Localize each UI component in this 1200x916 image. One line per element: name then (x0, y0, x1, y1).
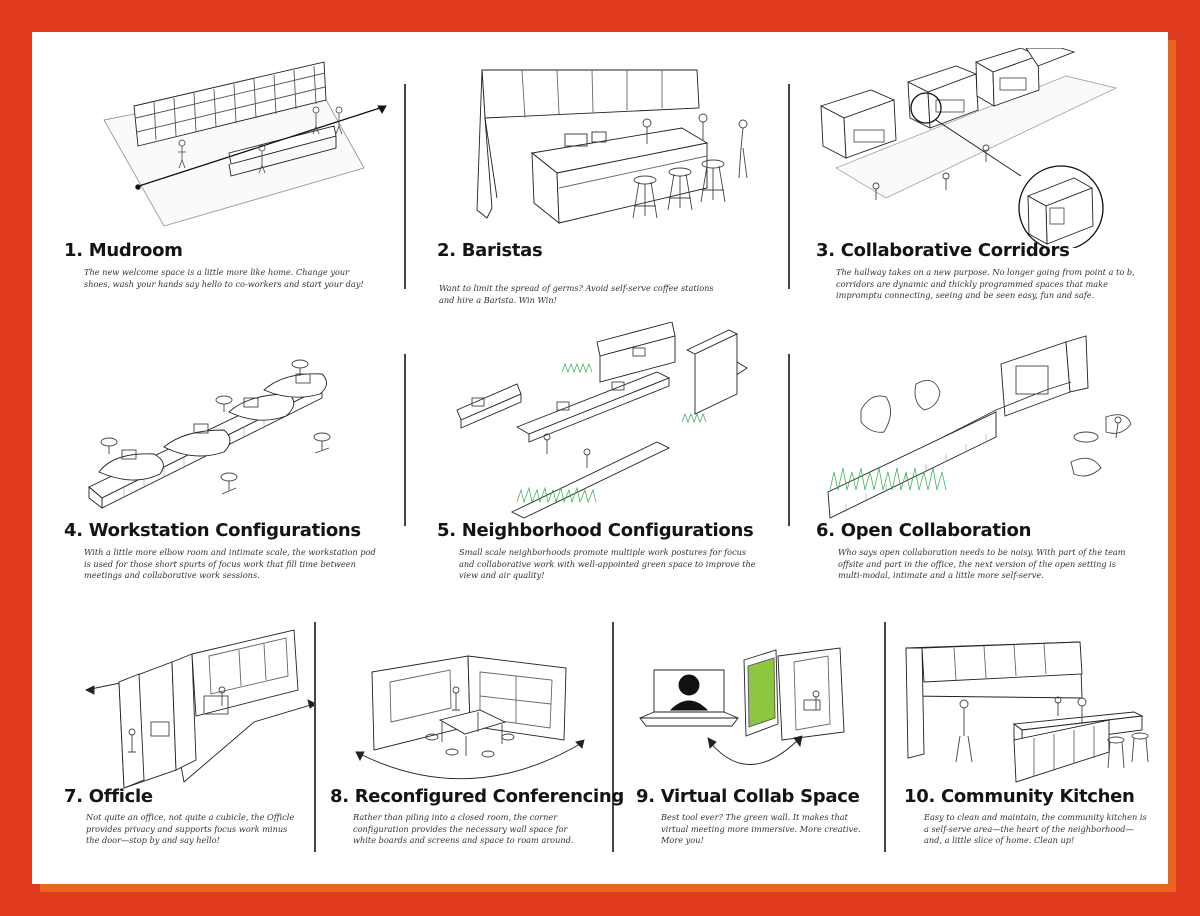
officle-illustration (64, 612, 314, 792)
item-title: 5. Neighborhood Configurations (437, 520, 754, 541)
item-description: Who says open collaboration needs to be noisy. With part of the team offsite and part in the office, the next version of the open setting is multi-modal, intimate and a little more self-serve. (838, 547, 1126, 581)
item-title: 2. Baristas (437, 240, 543, 261)
item-collaborative-corridors (816, 48, 1156, 318)
divider (314, 622, 316, 852)
item-officle (64, 612, 314, 877)
virtual-collab-space-illustration (636, 612, 881, 792)
item-title: 7. Officle (64, 786, 153, 807)
item-description: Not quite an office, not quite a cubicle, the Officle provides privacy and supports focus work minus the door—stop by and say hello! (86, 812, 295, 846)
item-description: Easy to clean and maintain, the community kitchen is a self-serve area—the heart of the neighborhood—and, a little slice of home. Clean up! (924, 812, 1147, 846)
divider (884, 622, 886, 852)
divider (788, 354, 790, 526)
mudroom-illustration (64, 48, 394, 248)
item-description: Small scale neighborhoods promote multiple work postures for focus and collaborative work with well-appointed green space to improve the view and air quality! (459, 547, 756, 581)
open-collaboration-illustration (816, 322, 1156, 522)
reconfigured-conferencing-illustration (330, 612, 610, 792)
item-title: 3. Collaborative Corridors (816, 240, 1070, 261)
item-community-kitchen (904, 612, 1164, 877)
item-baristas (437, 48, 777, 308)
item-description: With a little more elbow room and intimate scale, the workstation pod is used for those short spurts of focus work that fill time between meetings and collaborative work sessions. (84, 547, 376, 581)
item-workstation-configurations (64, 322, 394, 592)
item-reconfigured-conferencing (330, 612, 624, 877)
frame-shadow-bottom (40, 884, 1172, 892)
item-title: 4. Workstation Configurations (64, 520, 361, 541)
item-description: The new welcome space is a little more like home. Change your shoes, wash your hands say hello to co-workers and start your day! (84, 267, 364, 289)
divider (404, 354, 406, 526)
item-description: The hallway takes on a new purpose. No longer going from point a to b, corridors are dynamic and thickly programmed spaces that make impromptu connecting, seeing and be seen easy, fun and safe. (836, 267, 1135, 301)
divider (404, 84, 406, 289)
poster-panel (32, 32, 1168, 884)
collaborative-corridors-illustration (816, 48, 1156, 248)
item-mudroom (64, 48, 394, 308)
item-title: 10. Community Kitchen (904, 786, 1135, 807)
divider (788, 84, 790, 289)
item-description: Best tool ever? The green wall. It makes that virtual meeting more immersive. More creative. More you! (661, 812, 861, 846)
neighborhood-configurations-illustration (437, 322, 777, 522)
item-virtual-collab-space (636, 612, 881, 877)
item-title: 8. Reconfigured Conferencing (330, 786, 624, 807)
divider (612, 622, 614, 852)
item-description: Rather than piling into a closed room, the corner configuration provides the necessary wall space for white boards and screens and space to roam around. (353, 812, 574, 846)
item-neighborhood-configurations (437, 322, 777, 592)
community-kitchen-illustration (904, 612, 1164, 792)
baristas-illustration (437, 48, 777, 248)
frame-shadow-right (1168, 40, 1176, 892)
item-open-collaboration (816, 322, 1156, 592)
item-title: 9. Virtual Collab Space (636, 786, 860, 807)
item-title: 6. Open Collaboration (816, 520, 1032, 541)
item-title: 1. Mudroom (64, 240, 183, 261)
item-description: Want to limit the spread of germs? Avoid self-serve coffee stations and hire a Barista. Win Win! (439, 283, 714, 305)
workstation-configurations-illustration (64, 322, 394, 522)
